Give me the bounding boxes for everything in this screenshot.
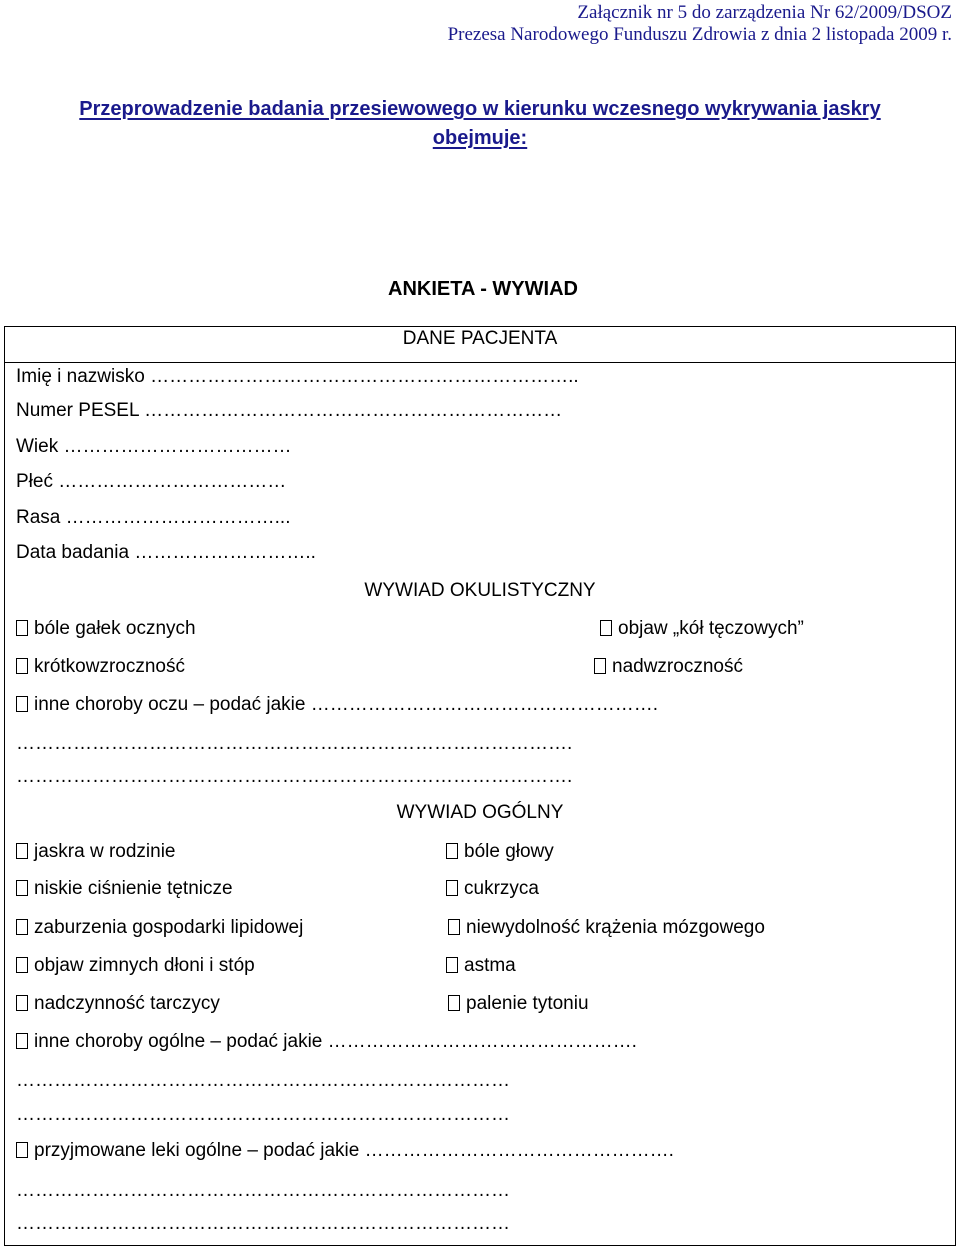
exam-date-fill-line: ……………………….. <box>134 542 316 563</box>
checkbox[interactable] <box>600 620 612 636</box>
checkbox[interactable] <box>16 843 28 859</box>
checkbox[interactable] <box>16 957 28 973</box>
form-divider <box>4 362 956 363</box>
checkbox[interactable] <box>446 843 458 859</box>
eye-item-label: krótkowzroczność <box>34 656 185 677</box>
age-field[interactable] <box>16 436 292 458</box>
eye-other-extra-line-1[interactable]: ……………………………………………………………………………. <box>16 733 573 754</box>
eye-item-hyperopia[interactable] <box>594 656 743 678</box>
sex-label: Płeć <box>16 471 53 492</box>
eye-item-label: nadwzroczność <box>612 656 743 677</box>
checkbox[interactable] <box>446 880 458 896</box>
checkbox[interactable] <box>16 1033 28 1049</box>
general-other-fill-line: …………………………………………. <box>327 1031 637 1052</box>
general-item-smoking[interactable] <box>448 993 589 1015</box>
sex-fill-line: ……………………………… <box>58 471 287 492</box>
eye-item-halos[interactable] <box>600 618 804 640</box>
eye-item-other[interactable] <box>16 694 658 716</box>
race-label: Rasa <box>16 507 61 528</box>
pesel-field[interactable] <box>16 400 562 422</box>
checkbox[interactable] <box>448 919 460 935</box>
general-item-thyroid[interactable] <box>16 993 220 1015</box>
general-item-cerebral[interactable] <box>448 917 765 939</box>
eye-item-label: bóle gałek ocznych <box>34 618 196 639</box>
checkbox[interactable] <box>16 919 28 935</box>
general-item-lipid[interactable] <box>16 917 303 939</box>
general-item-label: astma <box>464 955 516 976</box>
medications-fill-line: …………………………………………. <box>364 1140 674 1161</box>
general-item-label: objaw zimnych dłoni i stóp <box>34 955 255 976</box>
medications-line-1[interactable]: …………………………………………………………………… <box>16 1180 510 1201</box>
general-item-label: zaburzenia gospodarki lipidowej <box>34 917 304 938</box>
eye-item-label: objaw „kół tęczowych” <box>618 618 804 639</box>
general-history-heading: WYWIAD OGÓLNY <box>396 802 564 823</box>
sex-field[interactable] <box>16 471 286 493</box>
checkbox[interactable] <box>16 696 28 712</box>
age-label: Wiek <box>16 436 59 457</box>
attachment-note <box>448 2 952 46</box>
checkbox[interactable] <box>448 995 460 1011</box>
general-item-low-bp[interactable] <box>16 878 233 900</box>
general-item-label: bóle głowy <box>464 841 554 862</box>
age-fill-line: ……………………………… <box>63 436 292 457</box>
pesel-label: Numer PESEL <box>16 400 139 421</box>
general-item-asthma[interactable] <box>446 955 516 977</box>
attachment-note-line1: Załącznik nr 5 do zarządzenia Nr 62/2009/DSOZ <box>577 2 952 23</box>
eye-other-label: inne choroby oczu – podać jakie <box>34 694 306 715</box>
checkbox[interactable] <box>446 957 458 973</box>
race-field[interactable] <box>16 507 290 529</box>
general-other-label: inne choroby ogólne – podać jakie <box>34 1031 323 1052</box>
general-item-label: niewydolność krążenia mózgowego <box>466 917 765 938</box>
pesel-fill-line: ………………………………………………………… <box>144 400 563 421</box>
general-item-label: nadczynność tarczycy <box>34 993 220 1014</box>
checkbox[interactable] <box>16 1142 28 1158</box>
name-label: Imię i nazwisko <box>16 366 145 387</box>
exam-date-label: Data badania <box>16 542 130 563</box>
general-item-cold-hands[interactable] <box>16 955 255 977</box>
race-fill-line: ……………………………... <box>65 507 291 528</box>
general-item-other[interactable] <box>16 1031 637 1053</box>
general-item-diabetes[interactable] <box>446 878 539 900</box>
form-title: ANKIETA - WYWIAD <box>388 278 578 300</box>
general-item-label: palenie tytoniu <box>466 993 589 1014</box>
name-field[interactable] <box>16 366 579 388</box>
document-title-line1: Przeprowadzenie badania przesiewowego w kierunku wczesnego wykrywania jaskry <box>79 98 881 120</box>
checkbox[interactable] <box>594 658 606 674</box>
document-title <box>20 95 940 153</box>
general-other-line-2[interactable]: …………………………………………………………………… <box>16 1104 510 1125</box>
document-title-line2: obejmuje: <box>432 127 528 149</box>
general-item-label: jaskra w rodzinie <box>34 841 176 862</box>
general-item-glaucoma-family[interactable] <box>16 841 176 863</box>
medications-label: przyjmowane leki ogólne – podać jakie <box>34 1140 360 1161</box>
checkbox[interactable] <box>16 995 28 1011</box>
checkbox[interactable] <box>16 880 28 896</box>
checkbox[interactable] <box>16 658 28 674</box>
eye-other-extra-line-2[interactable]: ……………………………………………………………………………. <box>16 766 573 787</box>
eye-item-myopia[interactable] <box>16 656 185 678</box>
eye-other-fill-line: ………………………………………………. <box>310 694 659 715</box>
general-item-headaches[interactable] <box>446 841 554 863</box>
general-other-line-1[interactable]: …………………………………………………………………… <box>16 1070 510 1091</box>
general-item-label: cukrzyca <box>464 878 539 899</box>
eye-item-eyeball-pain[interactable] <box>16 618 196 640</box>
checkbox[interactable] <box>16 620 28 636</box>
eye-history-heading: WYWIAD OKULISTYCZNY <box>364 580 596 601</box>
exam-date-field[interactable] <box>16 542 316 564</box>
name-fill-line: ………………………………………………………….. <box>150 366 579 387</box>
attachment-note-line2: Prezesa Narodowego Funduszu Zdrowia z dnia 2 listopada 2009 r. <box>447 24 952 45</box>
general-item-medications[interactable] <box>16 1140 674 1162</box>
patient-section-heading: DANE PACJENTA <box>402 328 558 349</box>
medications-line-2[interactable]: …………………………………………………………………… <box>16 1213 510 1234</box>
general-item-label: niskie ciśnienie tętnicze <box>34 878 233 899</box>
